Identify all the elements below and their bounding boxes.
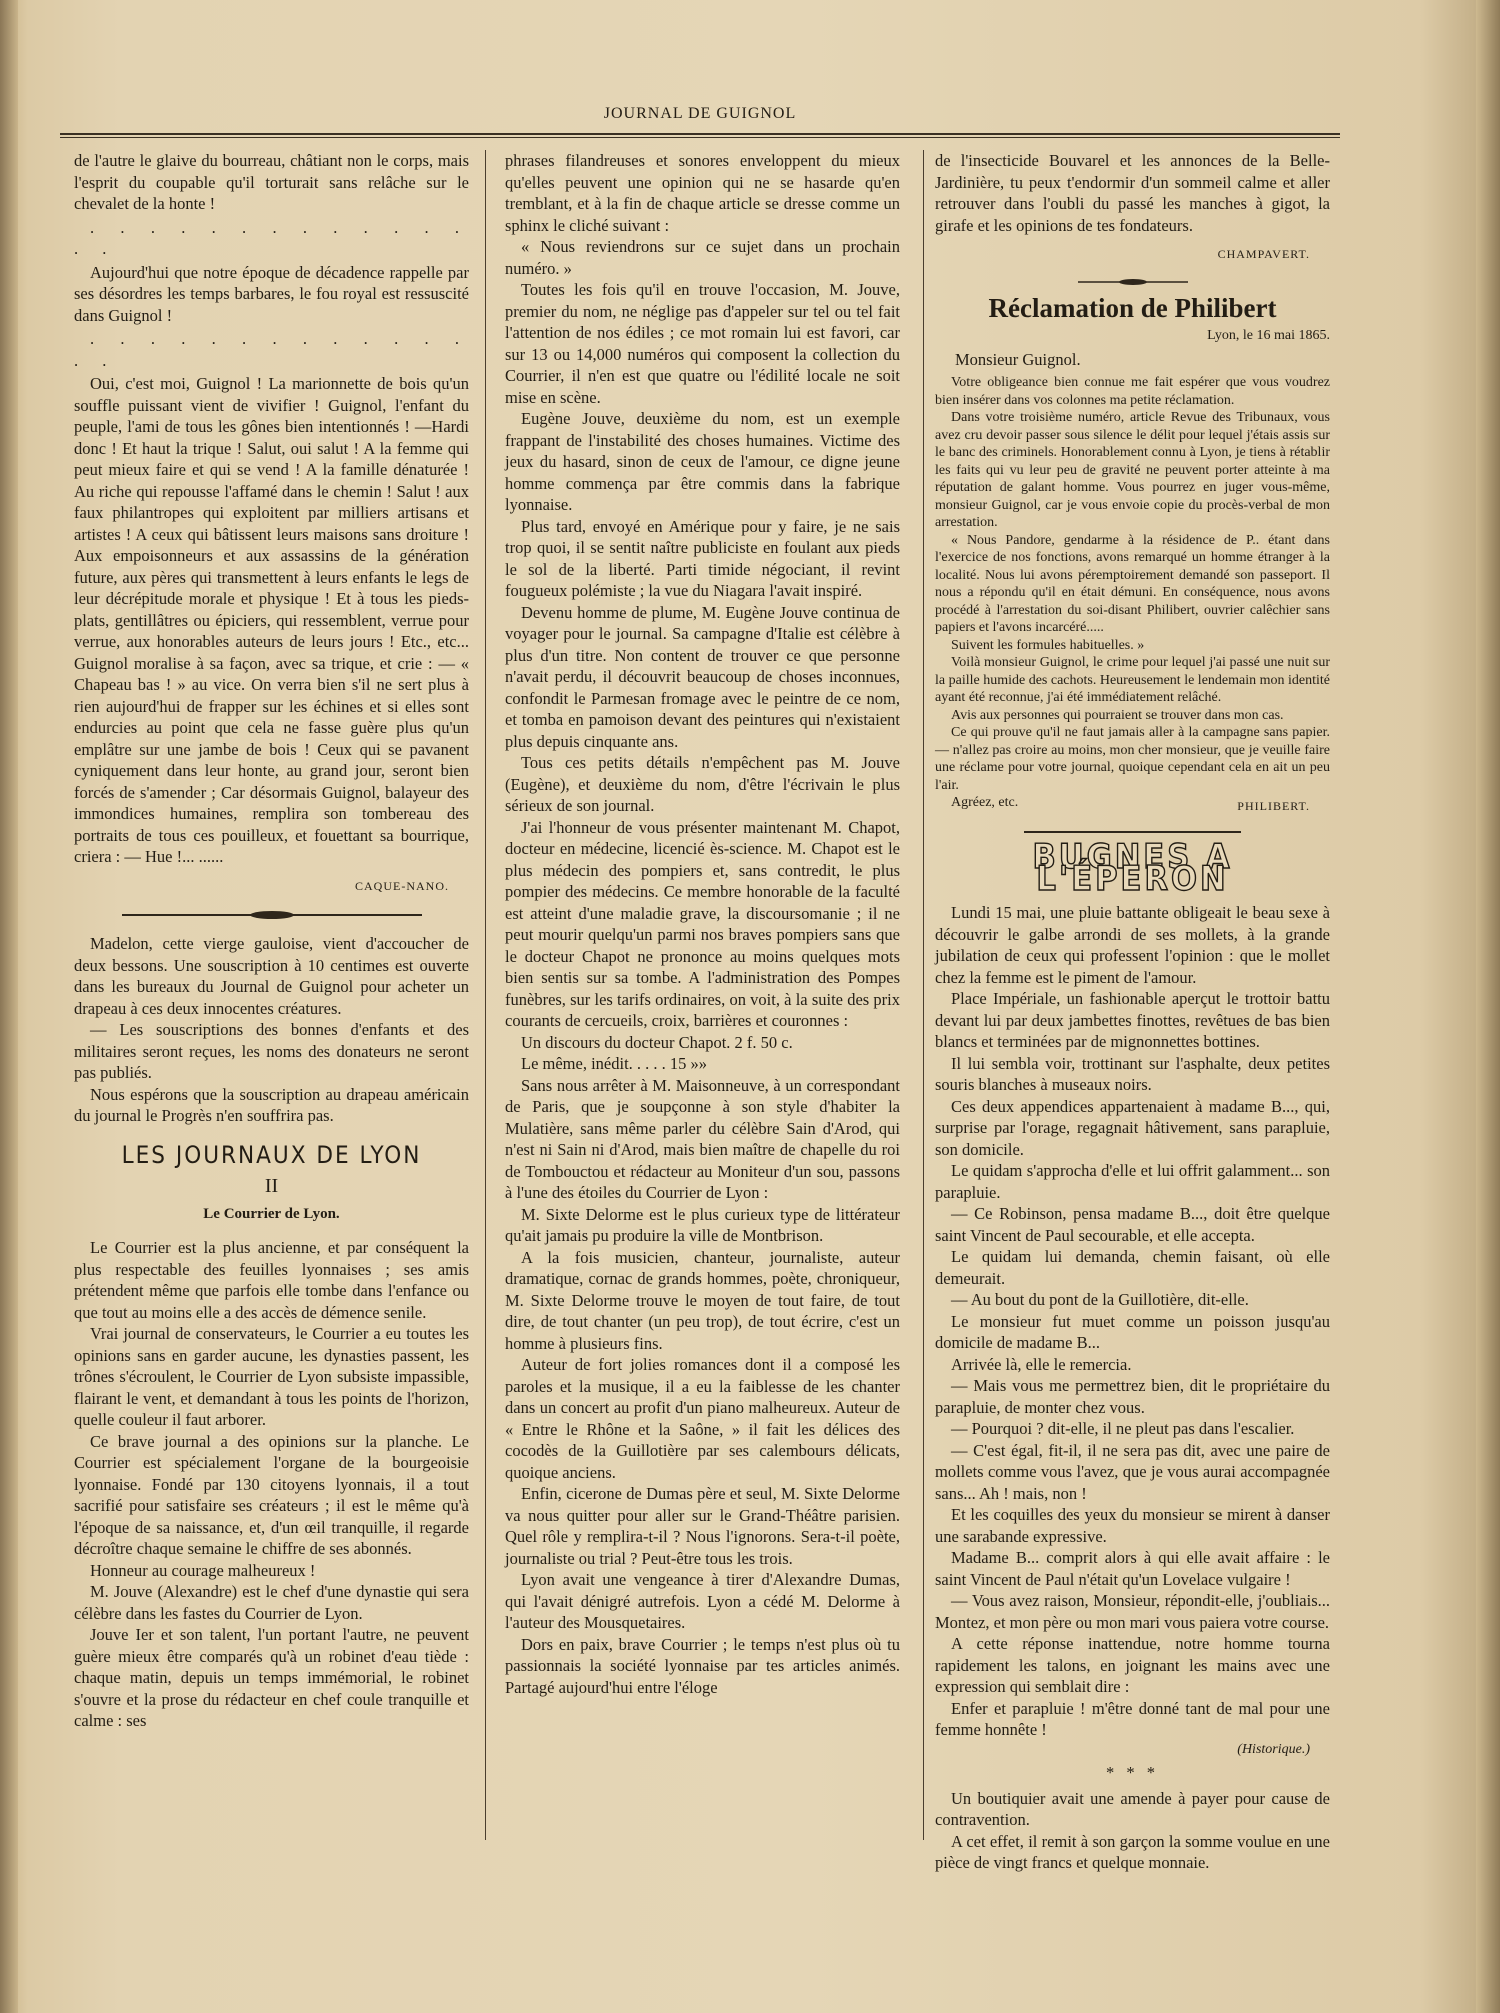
column-divider: [485, 150, 486, 1840]
letter-paragraph: « Nous Pandore, gendarme à la résidence de P.. étant dans l'exercice de nos fonctions, avons remarqué un homme étranger à la localité. Nous lui avons péremptoirement demandé son passeport. Il nous a répondu qu'il en était démuni. En conséquence, nous avons procédé à l'arrestation du soi-disant Philibert, ouvrier calêchier sans papiers et l'avons incarcéré.....: [935, 532, 1330, 635]
letter-paragraph: Voilà monsieur Guignol, le crime pour lequel j'ai passé une nuit sur la paille humide des cachots. Heureusement le lendemain mon identité ayant été reconnue, j'ai été immédiatement relâché.: [935, 655, 1330, 705]
paragraph: Ce brave journal a des opinions sur la planche. Le Courrier est spécialement l'organe de la bourgeoisie lyonnaise. Fondé par 130 citoyens lyonnais, il a tout sacrifié pour satisfaire ses créateurs ; il est le même qu'à l'époque de sa naissance, et, d'un œil tranquille, il regarde décroître chaque semaine le chiffre de ses abonnés.: [74, 1431, 469, 1558]
column-1: [74, 150, 469, 1732]
section-subtitle: Le Courrier de Lyon.: [203, 1205, 340, 1222]
paragraph: A la fois musicien, chanteur, journaliste, auteur dramatique, cornac de grands hommes, poète, chroniqueur, M. Sixte Delorme trouve le moyen de tout faire, de tout dire, de tout chanter (un peu trop), de tout écrire, c'est un homme à plusieurs fins.: [505, 1247, 900, 1353]
letter-paragraph: Votre obligeance bien connue me fait espérer que vous voudrez bien insérer dans vos colonnes ma petite réclamation.: [935, 375, 1330, 408]
ornament-divider: [122, 909, 422, 921]
paragraph: Auteur de fort jolies romances dont il a composé les paroles et la musique, il a eu la faiblesse de les chanter dans un concert au profit d'un piano malheureux. Auteur de « Entre le Rhône et la Saône, » il fait les délices des cocodès de la Guillotière par ses calembours délicats, quoique anciens.: [505, 1355, 900, 1482]
paragraph: Le Courrier est la plus ancienne, et par conséquent la plus respectable des feuilles lyonnaises ; ses amis prétendent même que parfois elle tombe dans l'enfance ou que tout au moins elle a des accès de démence senile.: [74, 1238, 469, 1322]
paragraph: Sans nous arrêter à M. Maisonneuve, à un correspondant de Paris, que je soupçonne à son style d'habiter la Mulatière, sans même parler du célèbre Sain d'Arod, qui n'est ni Sain ni d'Arod, mais bien maître de chapelle du roi de Tombouctou et rédacteur au Moniteur d'un sou, passons à l'une des étoiles du Courrier de Lyon :: [505, 1075, 900, 1202]
section-title: LES JOURNAUX DE LYON: [121, 1140, 422, 1169]
letter-salutation: Monsieur Guignol.: [955, 349, 1081, 369]
column-2: [505, 150, 900, 1698]
letter-paragraph: Suivent les formules habituelles. »: [951, 637, 1145, 653]
running-header: JOURNAL DE GUIGNOL: [603, 105, 797, 122]
paragraph: Place Impériale, un fashionable aperçut le trottoir battu devant lui par deux jambettes finottes, revêtues de bas bien blancs et terminées par de mignonnettes bottines.: [935, 989, 1330, 1051]
paragraph: Enfin, cicerone de Dumas père et seul, M. Sixte Delorme va nous quitter pour aller sur le Grand-Théâtre parisien. Quel rôle y remplira-t-il ? Nous l'ignorons. Sera-t-il poète, journaliste ou trial ? Peut-être tous les trois.: [505, 1484, 900, 1568]
paragraph: Il lui sembla voir, trottinant sur l'asphalte, deux petites souris blanches à museaux noirs.: [935, 1053, 1330, 1094]
header-rule: [60, 133, 1340, 138]
paragraph: Nous espérons que la souscription au drapeau américain du journal le Progrès n'en souffrira pas.: [74, 1084, 469, 1125]
historical-note: (Historique.): [1237, 1741, 1310, 1757]
paragraph: Tous ces petits détails n'empêchent pas M. Jouve (Eugène), et deuxième du nom, d'être l'écrivain le plus sérieux de son journal.: [505, 753, 900, 815]
letter-paragraph: Dans votre troisième numéro, article Revue des Tribunaux, vous avez cru devoir passer sous silence le délit pour lequel j'étais assis sur le banc des criminels. Honorablement connu à Lyon, je tiens à rétablir les faits qui vu leur peu de gravité ne peuvent porter atteinte à ma réputation de galant homme. Vous pourrez en juger vous-même, monsieur Guignol, car je vous envoie copie du procès-verbal de mon arrestation.: [935, 410, 1330, 530]
paragraph: Jouve Ier et son talent, l'un portant l'autre, ne peuvent guère mieux être comparés qu'à un robinet d'eau tiède : chaque matin, depuis un temps immémorial, le robinet s'ouvre et la prose du rédacteur en chef coule tranquille et calme : ses: [74, 1625, 469, 1730]
rule-divider: [1024, 831, 1241, 833]
ellipsis-row: . . . . . . . . . . . . . . .: [74, 217, 469, 258]
letter-paragraph: Avis aux personnes qui pourraient se trouver dans mon cas.: [951, 707, 1284, 723]
paragraph: M. Jouve (Alexandre) est le chef d'une dynastie qui sera célèbre dans les fastes du Courrier de Lyon.: [74, 1582, 469, 1623]
paragraph: Madame B... comprit alors à qui elle avait affaire : le saint Vincent de Paul n'était qu'un Lovelace vulgaire !: [935, 1548, 1330, 1589]
paragraph: — Au bout du pont de la Guillotière, dit-elle.: [951, 1290, 1249, 1309]
asterism: * * *: [1106, 1763, 1159, 1782]
paragraph: M. Sixte Delorme est le plus curieux type de littérateur qu'ait jamais pu produire la ville de Montbrison.: [505, 1204, 900, 1245]
price-line: Un discours du docteur Chapot. 2 f. 50 c.: [521, 1032, 793, 1052]
paragraph: Le quidam lui demanda, chemin faisant, où elle demeurait.: [935, 1247, 1330, 1288]
ellipsis-row: . . . . . . . . . . . . . . .: [74, 329, 469, 370]
page-binding: [0, 0, 18, 2013]
paragraph: Toutes les fois qu'il en trouve l'occasion, M. Jouve, premier du nom, ne néglige pas d'appeler sur tel ou tel fait l'attention de nos édiles ; ce mot romain lui est favori, car sur 13 ou 14,000 numéros qui composent la collection du Courrier, il n'en est que quatre ou l'édilité locale ne soit mise en scène.: [505, 280, 900, 407]
paragraph: Et les coquilles des yeux du monsieur se mirent à danser une sarabande expressive.: [935, 1505, 1330, 1546]
paragraph: Dors en paix, brave Courrier ; le temps n'est plus où tu passionnais la société lyonnaise par tes articles animés. Partagé aujourd'hui entre l'éloge: [505, 1634, 900, 1697]
paragraph: Lyon avait une vengeance à tirer d'Alexandre Dumas, qui l'avait dénigré autrefois. Lyon a cédé M. Delorme à l'auteur des Mousquetaires.: [505, 1570, 900, 1632]
column-3: [935, 150, 1330, 1874]
signature: CHAMPAVERT.: [1217, 247, 1310, 261]
letter-paragraph: Ce qui prouve qu'il ne faut jamais aller à la campagne sans papier. — n'allez pas croire au moins, mon cher monsieur, que je veuille faire une réclame pour votre journal, quoique cependant cela en ait un peu l'air.: [935, 725, 1330, 793]
letter-closing: Agréez, etc.: [951, 795, 1019, 810]
paragraph: — Pourquoi ? dit-elle, il ne pleut pas dans l'escalier.: [951, 1419, 1295, 1438]
paragraph: Aujourd'hui que notre époque de décadence rappelle par ses désordres les temps barbares, le fou royal est ressuscité dans Guignol !: [74, 262, 469, 325]
page-edge: [1476, 0, 1500, 2013]
paragraph: Honneur au courage malheureux !: [90, 1560, 316, 1580]
paragraph: Le quidam s'approcha d'elle et lui offrit galamment... son parapluie.: [935, 1161, 1330, 1202]
paragraph: — Les souscriptions des bonnes d'enfants et des militaires seront reçues, les noms des donateurs ne seront pas publiés.: [74, 1020, 469, 1082]
signature: CAQUE-NANO.: [355, 878, 449, 893]
paragraph: Devenu homme de plume, M. Eugène Jouve continua de voyager pour le journal. Sa campagne d'Italie est célèbre à plus d'un titre. Non content de trouver ce que personne n'avait perdu, il découvrit beaucoup de choses inconnues, confondit le Parmesan fromage avec le peintre de ce nom, et tomba en pamoison devant des peintures qui n'existaient plus depuis cinquante ans.: [505, 602, 900, 751]
paragraph: Madelon, cette vierge gauloise, vient d'accoucher de deux bessons. Une souscription à 10 centimes est ouverte dans les bureaux du Journal de Guignol pour acheter un drapeau à ces deux innocentes créatures.: [74, 934, 469, 1018]
paragraph: Enfer et parapluie ! m'être donné tant de mal pour une femme honnête !: [935, 1698, 1330, 1739]
paragraph: « Nous reviendrons sur ce sujet dans un prochain numéro. »: [505, 237, 900, 278]
paragraph: A cet effet, il remit à son garçon la somme voulue en une pièce de vingt francs et quelque monnaie.: [935, 1831, 1330, 1872]
paragraph: Lundi 15 mai, une pluie battante obligeait le beau sexe à découvrir le galbe arrondi de ses mollets, à la grande jubilation de ceux qui professent l'opinion : que le mollet chez la femme est le piment de l'amour.: [935, 903, 1330, 987]
paragraph: Ces deux appendices appartenaient à madame B..., qui, surprise par l'orage, regagnait hâtivement, sans parapluie, son domicile.: [935, 1096, 1330, 1159]
paragraph: de l'autre le glaive du bourreau, châtiant non le corps, mais l'esprit du coupable qu'il torturait sans relâche sur le chevalet de la honte !: [74, 151, 469, 213]
paragraph: Vrai journal de conservateurs, le Courrier a eu toutes les opinions sans en garder aucune, les dynasties passent, les trônes s'écroulent, le Courrier de Lyon subsiste impassible, flairant le vent, et demandant à tous les points de l'horizon, quelle couleur il faut arborer.: [74, 1324, 469, 1429]
paragraph: Oui, c'est moi, Guignol ! La marionnette de bois qu'un souffle puissant vient de vivifier ! Guignol, l'enfant du peuple, l'ami de tous les gônes bien intentionnés ! —Hardi donc ! Et haut la trique ! Salut, oui salut ! A la femme qui peut mieux faire et qui se vend ! A la famille dénaturée ! Au riche qui repousse l'affamé dans le chemin ! Salut ! aux faux philantropes qui exploitent par milliers artisans et artistes ! A ceux qui bâtissent leurs maisons sans droiture ! Aux empoisonneurs et aux assassins de la génération future, aux pères qui transmettent à leurs enfants le legs de leur décrépitude morale et physique ! Et à tous les pieds-plats, gentillâtres ou épiciers, qui ressemblent, verrue pour verrue, aux honorables auteurs de leurs jours ! Etc., etc... Guignol moralise à sa façon, avec sa trique, et crie : — « Chapeau bas ! » au vice. On verra bien s'il ne sert plus à rien aujourd'hui de frapper sur les échines et si elles sont endurcies au point que cela ne fasse guère plus qu'un emplâtre sur une jambe de bois ! Ceux qui se pavanent cyniquement dans leur honte, au grand jour, seront bien forcés de s'amender ; Car désormais Guignol, balayeur des immondices humaines, remplira son tombereau des portraits de tous ces pouilleux, et fouettant sa bourrique, criera : — Hue !... ......: [74, 374, 469, 866]
paragraph: — C'est égal, fit-il, il ne sera pas dit, avec une paire de mollets comme vous l'avez, que je vous aurai accompagnée sans... Ah ! mais, non !: [935, 1440, 1330, 1503]
paragraph: Plus tard, envoyé en Amérique pour y faire, je ne sais trop quoi, il se sentit naître publiciste en foulant aux pieds le sol de la liberté. Parti timide négociant, il revint fougueux polémiste ; la vue du Niagara l'avait inspiré.: [505, 516, 900, 600]
paragraph: Le monsieur fut muet comme un poisson jusqu'au domicile de madame B...: [935, 1311, 1330, 1352]
paragraph: — Vous avez raison, Monsieur, répondit-elle, j'oubliais... Montez, et mon père ou mon mari vous paiera votre course.: [935, 1591, 1330, 1632]
paragraph: de l'insecticide Bouvarel et les annonces de la Belle-Jardinière, tu peux t'endormir d'un sommeil calme et aller retrouver dans l'oubli du passé les manches à gigot, la girafe et les opinions de tes fondateurs.: [935, 151, 1330, 235]
section-number: II: [264, 1175, 279, 1197]
paragraph: Arrivée là, elle le remercia.: [951, 1354, 1132, 1374]
article-title: BUGNES A L'ÉPERON: [1032, 837, 1233, 899]
ornament-divider: [1078, 278, 1188, 286]
paragraph: J'ai l'honneur de vous présenter maintenant M. Chapot, docteur en médecine, licencié ès-science. M. Chapot est le plus médecin des pompiers et, sans contredit, le plus pompier des médecins. Ce membre honorable de la faculté est atteint d'une maladie grave, la discoursomanie ; il ne peut mourir quelqu'un parmi nos braves pompiers sans que le docteur Chapot ne prononce au moins quelques mots bien sentis sur sa tombe. A l'administration des Pompes funèbres, sur les tarifs ordinaires, on voit, à la suite des prix courants de cercueils, croix, barrières et couronnes :: [505, 817, 900, 1030]
paragraph: phrases filandreuses et sonores enveloppent du mieux qu'elles peuvent une opinion qui ne se hasarde qu'en tremblant, et à la fin de chaque article se dresse comme un sphinx le cliché suivant :: [505, 151, 900, 235]
paragraph: A cette réponse inattendue, notre homme tourna rapidement les talons, en joignant les mains avec une expression qui semblait dire :: [935, 1634, 1330, 1696]
paragraph: — Mais vous me permettrez bien, dit le propriétaire du parapluie, de monter chez vous.: [935, 1376, 1330, 1417]
price-line: Le même, inédit. . . . . 15 »»: [521, 1054, 708, 1073]
column-divider: [923, 150, 924, 1840]
article-title: Réclamation de Philibert: [988, 292, 1277, 323]
signature: PHILIBERT.: [1237, 798, 1310, 813]
paragraph: — Ce Robinson, pensa madame B..., doit être quelque saint Vincent de Paul secourable, et elle accepta.: [935, 1204, 1330, 1245]
letter-date: Lyon, le 16 mai 1865.: [1207, 328, 1330, 343]
paragraph: Un boutiquier avait une amende à payer pour cause de contravention.: [935, 1788, 1330, 1829]
paragraph: Eugène Jouve, deuxième du nom, est un exemple frappant de l'instabilité des choses humaines. Victime des jeux du hasard, sinon de ceux de l'amour, ce digne jeune homme commença par être commis dans la fabrique lyonnaise.: [505, 409, 900, 514]
